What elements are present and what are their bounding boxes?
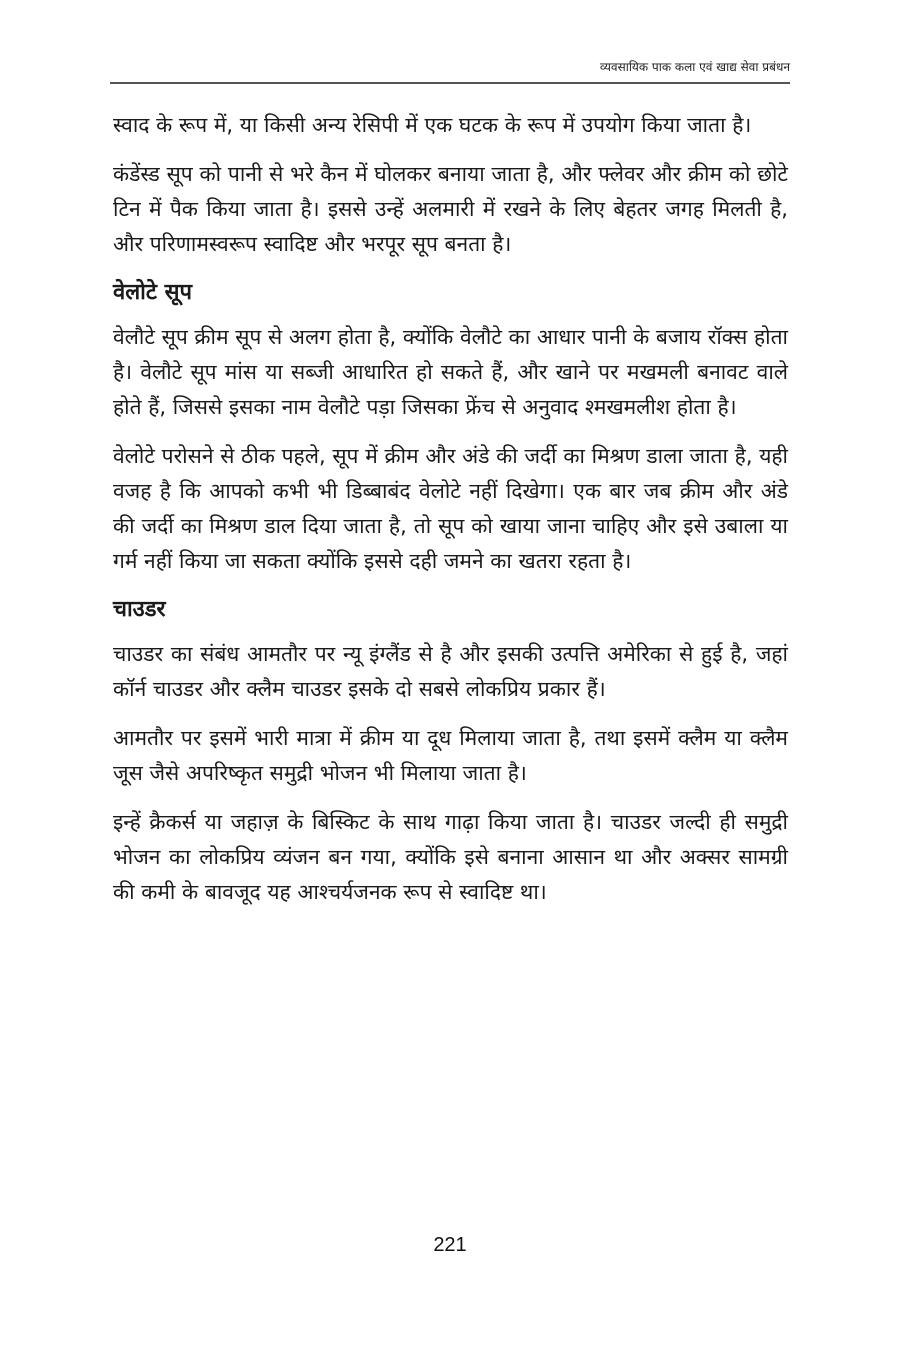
paragraph-condensed-soup: कंडेंस्ड सूप को पानी से भरे कैन में घोलकर बनाया जाता है, और फ्लेवर और क्रीम को छोटे टिन में पैक किया जाता है। इससे उन्हें अलमारी में रखने के लिए बेहतर जगह मिलती है, और परिणामस्वरूप स्वादिष्ट और भरपूर सूप बनता है। <box>113 162 788 256</box>
paragraph-chowder-thickening: इन्हें क्रैकर्स या जहाज़ के बिस्किट के साथ गाढ़ा किया जाता है। चाउडर जल्दी ही समुद्री भोजन का लोकप्रिय व्यंजन बन गया, क्योंकि इसे बनाना आसान था और अक्सर सामग्री की कमी के बावजूद यह आश्चर्यजनक रूप से स्वादिष्ट था। <box>113 810 788 904</box>
heading-veloute-soup: वेलोटे सूप <box>113 280 192 305</box>
paragraph-chowder-ingredients: आमतौर पर इसमें भारी मात्रा में क्रीम या दूध मिलाया जाता है, तथा इसमें क्लैम या क्लैम जूस जैसे अपरिष्कृत समुद्री भोजन भी मिलाया जाता है। <box>113 726 788 785</box>
paragraph-veloute-serving: वेलोटे परोसने से ठीक पहले, सूप में क्रीम और अंडे की जर्दी का मिश्रण डाला जाता है, यही वजह है कि आपको कभी भी डिब्बाबंद वेलोटे नहीं दिखेगा। एक बार जब क्रीम और अंडे की जर्दी का मिश्रण डाल दिया जाता है, तो सूप को खाया जाना चाहिए और इसे उबाला या गर्म नहीं किया जा सकता क्योंकि इससे दही जमने का खतरा रहता है। <box>113 444 788 573</box>
paragraph-soup-usage: स्वाद के रूप में, या किसी अन्य रेसिपी में एक घटक के रूप में उपयोग किया जाता है। <box>113 113 752 137</box>
running-header: व्यवसायिक पाक कला एवं खाद्य सेवा प्रबंधन <box>599 60 790 74</box>
paragraph-veloute-definition: वेलौटे सूप क्रीम सूप से अलग होता है, क्योंकि वेलौटे का आधार पानी के बजाय रॉक्स होता है। वेलौटे सूप मांस या सब्जी आधारित हो सकते हैं, और खाने पर मखमली बनावट वाले होते हैं, जिससे इसका नाम वेलौटे पड़ा जिसका फ्रेंच से अनुवाद श्मखमलीश होता है। <box>113 325 788 419</box>
page-body <box>113 108 788 924</box>
paragraph-chowder-origin: चाउडर का संबंध आमतौर पर न्यू इंग्लैंड से है और इसकी उत्पत्ति अमेरिका से हुई है, जहां कॉर्न चाउडर और क्लैम चाउडर इसके दो सबसे लोकप्रिय प्रकार हैं। <box>113 642 788 701</box>
header-divider <box>110 82 790 84</box>
heading-chowder: चाउडर <box>113 597 166 622</box>
page-number: 221 <box>433 1234 467 1256</box>
